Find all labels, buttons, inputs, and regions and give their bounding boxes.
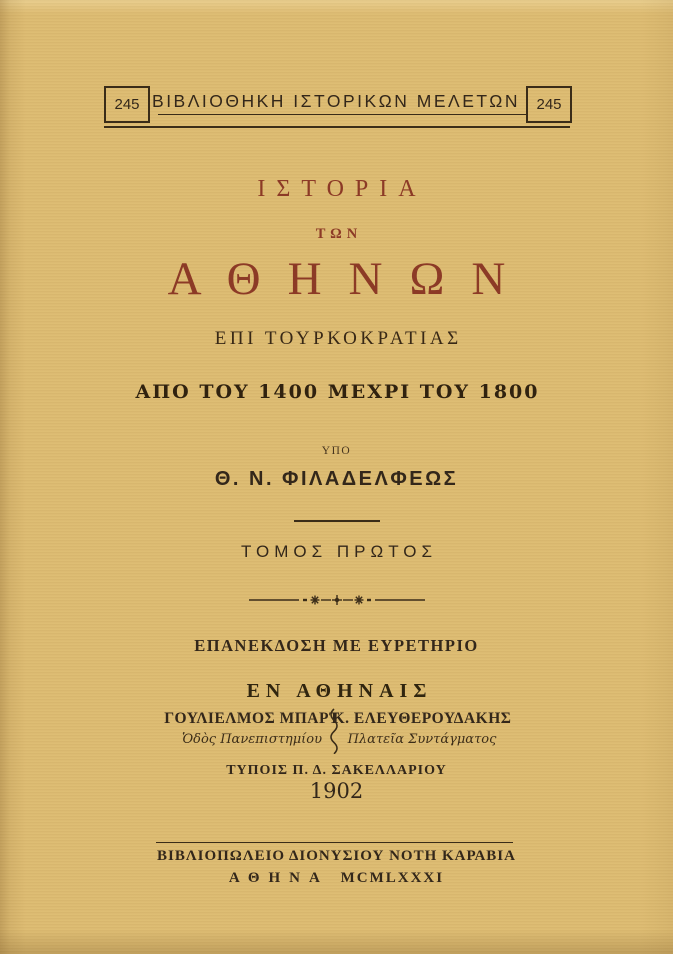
publisher-right-name: Κ. ΕΛΕΥΘΕΡΟΥΔΑΚΗΣ — [332, 710, 512, 727]
footer-rule — [156, 842, 513, 843]
reprint-bookshop-line: ΒΙΒΛΙΟΠΩΛΕΙΟ ΔΙΟΝΥΣΙΟΥ ΝΟΤΗ ΚΑΡΑΒΙΑ — [157, 848, 516, 864]
publisher-right-address: Πλατεῖα Συντάγματος — [347, 732, 497, 747]
title-word-istoria: ΙΣΤΟΡΙΑ — [257, 176, 427, 202]
date-range-line: ΑΠΟ ΤΟΥ 1400 ΜΕΧΡΙ ΤΟΥ 1800 — [135, 381, 540, 403]
series-band-rule — [104, 126, 570, 128]
series-number-right: 245 — [536, 96, 562, 113]
printer-line: ΤΥΠΟΙΣ Π. Δ. ΣΑΚΕΛΛΑΡΙΟΥ — [226, 763, 447, 778]
series-number-box-left — [104, 86, 150, 123]
reprint-roman-year: MCMLXXXI — [340, 870, 445, 886]
floral-divider-ornament — [0, 592, 673, 613]
by-label: ΥΠΟ — [321, 445, 352, 457]
subtitle-tourkokratia: ΕΠΙ ΤΟΥΡΚΟΚΡΑΤΙΑΣ — [214, 328, 462, 349]
imprint-year: 1902 — [309, 779, 364, 803]
reprint-city: ΑΘΗΝΑ — [228, 870, 329, 886]
publisher-left-name: ΓΟΥΛΙΕΛΜΟΣ ΜΠΑΡΤ — [164, 710, 340, 727]
series-title: ΒΙΒΛΙΟΘΗΚΗ ΙΣΤΟΡΙΚΩΝ ΜΕΛΕΤΩΝ — [152, 91, 520, 111]
series-number-box-right — [526, 86, 572, 123]
series-title-underline — [158, 114, 526, 115]
series-number-left: 245 — [114, 96, 140, 113]
publisher-left-address: Ὁδὸς Πανεπιστημίου — [181, 732, 322, 747]
volume-line: ΤΟΜΟΣ ΠΡΩΤΟΣ — [240, 542, 438, 561]
reprint-city-year — [0, 870, 673, 887]
reissue-note: ΕΠΑΝΕΚΔΟΣΗ ΜΕ ΕΥΡΕΤΗΡΙΟ — [194, 636, 479, 655]
author-name: Θ. Ν. ΦΙΛΑΔΕΛΦΕΩΣ — [214, 468, 459, 490]
imprint-place: ΕΝ ΑΘΗΝΑΙΣ — [246, 680, 433, 702]
author-rule — [294, 520, 380, 522]
title-word-athinon: ΑΘΗΝΩΝ — [167, 253, 533, 305]
title-word-ton: ΤΩΝ — [315, 226, 363, 242]
